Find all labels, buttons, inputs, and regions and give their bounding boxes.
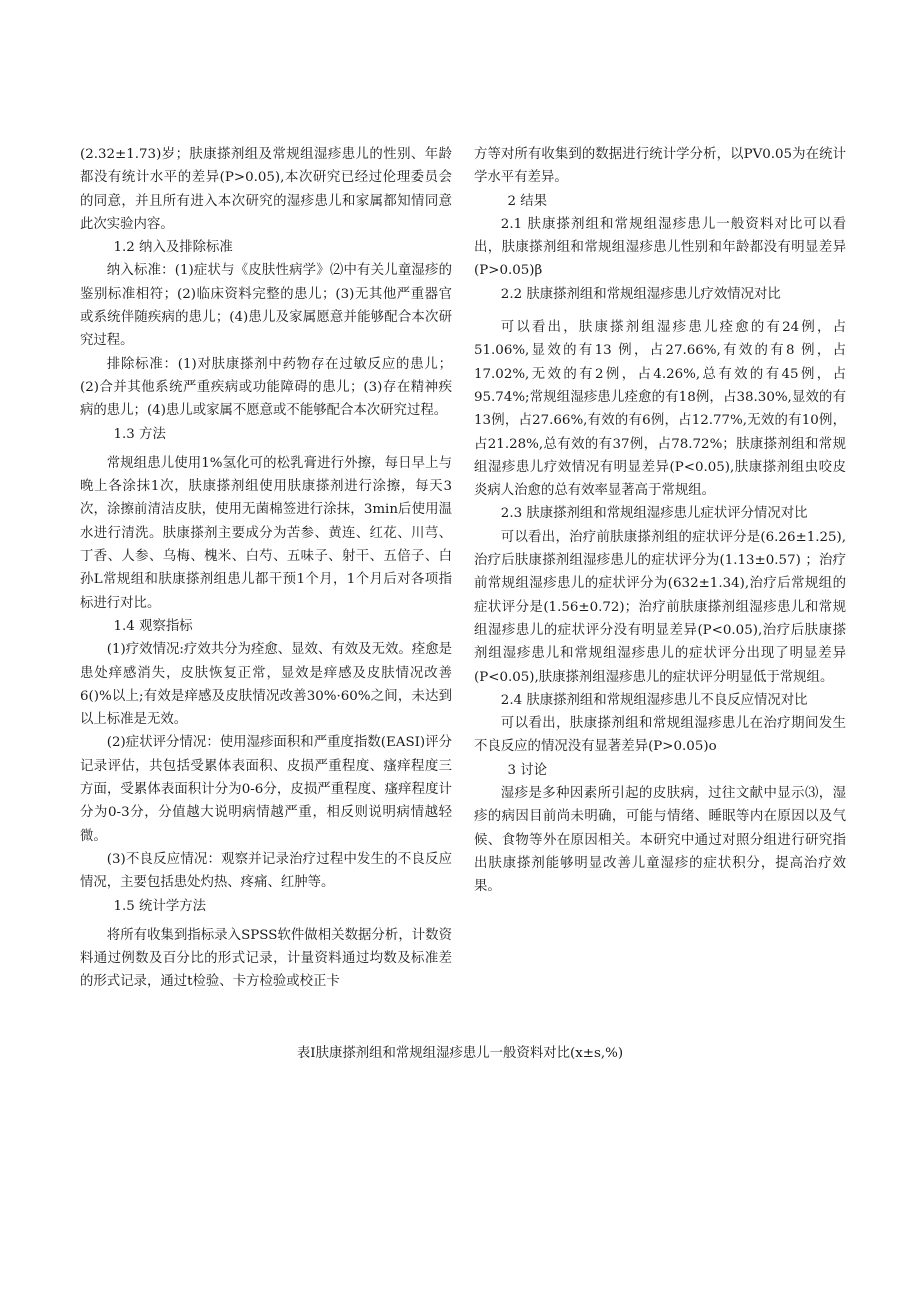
section-2-4-heading: 2.4 肤康搽剂组和常规组湿疹患儿不良反应情况对比 — [500, 692, 808, 708]
statistics-paragraph-continued: 方等对所有收集到的数据进行统计学分析，以PV0.05为在统计学水平有差异。 — [474, 147, 846, 186]
observation-efficacy-paragraph: (1)疗效情况:疗效共分为痊愈、显效、有效及无效。痊愈是患处痒感消失，皮肤恢复正常，显效是痒感及皮肤情况改善6()%以上;有效是痒感及皮肤情况改善30%·60%之间，未达到以上标准是无效。 — [80, 642, 452, 728]
method-paragraph: 常规组患儿使用1%氢化可的松乳膏进行外擦，每日早上与晚上各涂抹1次，肤康搽剂组使用肤康搽剂进行涂擦，每天3次，涂擦前清洁皮肤，使用无菌棉签进行涂抹，3min后使用温水进行清洗。肤康搽剂主要成分为苦参、黄连、红花、川芎、丁香、人参、乌梅、槐米、白芍、五味子、射干、五倍子、白孙L常规组和肤康搽剂组患儿都干预1个月，1个月后对各项指标进行对比。 — [80, 455, 452, 611]
section-1-5-heading: 1.5 统计学方法 — [113, 898, 207, 914]
results-2-2-paragraph: 可以看出，肤康搽剂组湿疹患儿痊愈的有24例，占51.06%,显效的有13 例，占27.66%,有效的有8 例，占17.02%,无效的有2例，占4.26%,总有效的有45例，占95.74%;常规组湿疹患儿痊愈的有18例，占38.30%,显效的有13例，占27.66%,有效的有6例，占12.77%,无效的有10例，占21.28%,总有效的有37例，占78.72%；肤康搽剂组和常规组湿疹患儿疗效情况有明显差异(P<0.05),肤康搽剂组虫咬皮炎病人治愈的总有效率显著高于常规组。 — [474, 320, 846, 499]
section-1-3-heading: 1.3 方法 — [113, 426, 166, 442]
right-column — [474, 143, 846, 899]
table-caption: 表I肤康搽剂组和常规组湿疹患儿一般资料对比(x±s,%) — [296, 1046, 624, 1061]
observation-adverse-reaction-paragraph: (3)不良反应情况：观察并记录治疗过程中发生的不良反应情况，主要包括患处灼热、疼痛、红肿等。 — [80, 851, 452, 891]
results-2-4-paragraph: 可以看出，肤康搽剂组和常规组湿疹患儿在治疗期间发生不良反应的情况没有显著差异(P>0.05)o — [474, 716, 846, 755]
inclusion-criteria-paragraph: 纳入标准：(1)症状与《皮肤性病学》⑵中有关儿童湿疹的鉴别标准相符；(2)临床资料完整的患儿；(3)无其他严重器官或系统伴随疾病的患儿；(4)患儿及家属愿意并能够配合本次研究过程。 — [80, 263, 452, 349]
results-2-1-paragraph: 2.1 肤康搽剂组和常规组湿疹患儿一般资料对比可以看出，肤康搽剂组和常规组湿疹患儿性别和年龄都没有明显差异(P>0.05)β — [474, 216, 846, 279]
exclusion-criteria-paragraph: 排除标准：(1)对肤康搽剂中药物存在过敏反应的患儿；(2)合并其他系统严重疾病或功能障碍的患儿；(3)存在精神疾病的患儿；(4)患儿或家属不愿意或不能够配合本次研究过程。 — [80, 356, 452, 419]
results-2-3-paragraph: 可以看出，治疗前肤康搽剂组的症状评分是(6.26±1.25),治疗后肤康搽剂组湿疹患儿的症状评分为(1.13±0.57) ；治疗前常规组湿疹患儿的症状评分为(632±1.34),治疗后常规组的症状评分是(1.56±0.72)；治疗前肤康搽剂组湿疹患儿和常规组湿疹患儿的症状评分没有明显差异(P<0.05),治疗后肤康搽剂组湿疹患儿和常规组湿疹患儿的症状评分出现了明显差异(P<0.05),肤康搽剂组湿疹患儿的症状评分明显低于常规组。 — [474, 529, 846, 685]
discussion-paragraph: 湿疹是多种因素所引起的皮肤病，过往文献中显示⑶，湿疹的病因目前尚未明确，可能与情绪、睡眠等内在原因以及气候、食物等外在原因相关。本研究中通过对照分组进行研究指出肤康搽剂能够明显改善儿童湿疹的症状积分，提高治疗效果。 — [474, 786, 846, 895]
section-2-2-heading: 2.2 肤康搽剂组和常规组湿疹患儿疗效情况对比 — [500, 286, 781, 302]
left-column — [80, 143, 452, 994]
section-2-3-heading: 2.3 肤康搽剂组和常规组湿疹患儿症状评分情况对比 — [500, 506, 808, 522]
section-1-4-heading: 1.4 观察指标 — [113, 618, 193, 634]
section-2-heading: 2 结果 — [507, 193, 548, 209]
section-3-heading: 3 讨论 — [507, 762, 548, 778]
statistics-paragraph: 将所有收集到指标录入SPSS软件做相关数据分析，计数资料通过例数及百分比的形式记录，计量资料通过均数及标准差的形式记录，通过t检验、卡方检验或校正卡 — [80, 927, 452, 990]
observation-symptom-score-paragraph: (2)症状评分情况：使用湿疹面积和严重度指数(EASI)评分记录评估，共包括受累体表面积、皮损严重程度、瘙痒程度三方面，受累体表面积计分为0-6分，皮损严重程度、瘙痒程度计分为0-3分，分值越大说明病情越严重，相反则说明病情越轻微。 — [80, 735, 452, 844]
intro-paragraph: (2.32±1.73)岁；肤康搽剂组及常规组湿疹患儿的性别、年龄都没有统计水平的差异(P>0.05),本次研究已经过伦理委员会的同意，并且所有进入本次研究的湿疹患儿和家属都知情同意此次实验内容。 — [80, 147, 452, 232]
section-1-2-heading: 1.2 纳入及排除标准 — [113, 240, 233, 256]
